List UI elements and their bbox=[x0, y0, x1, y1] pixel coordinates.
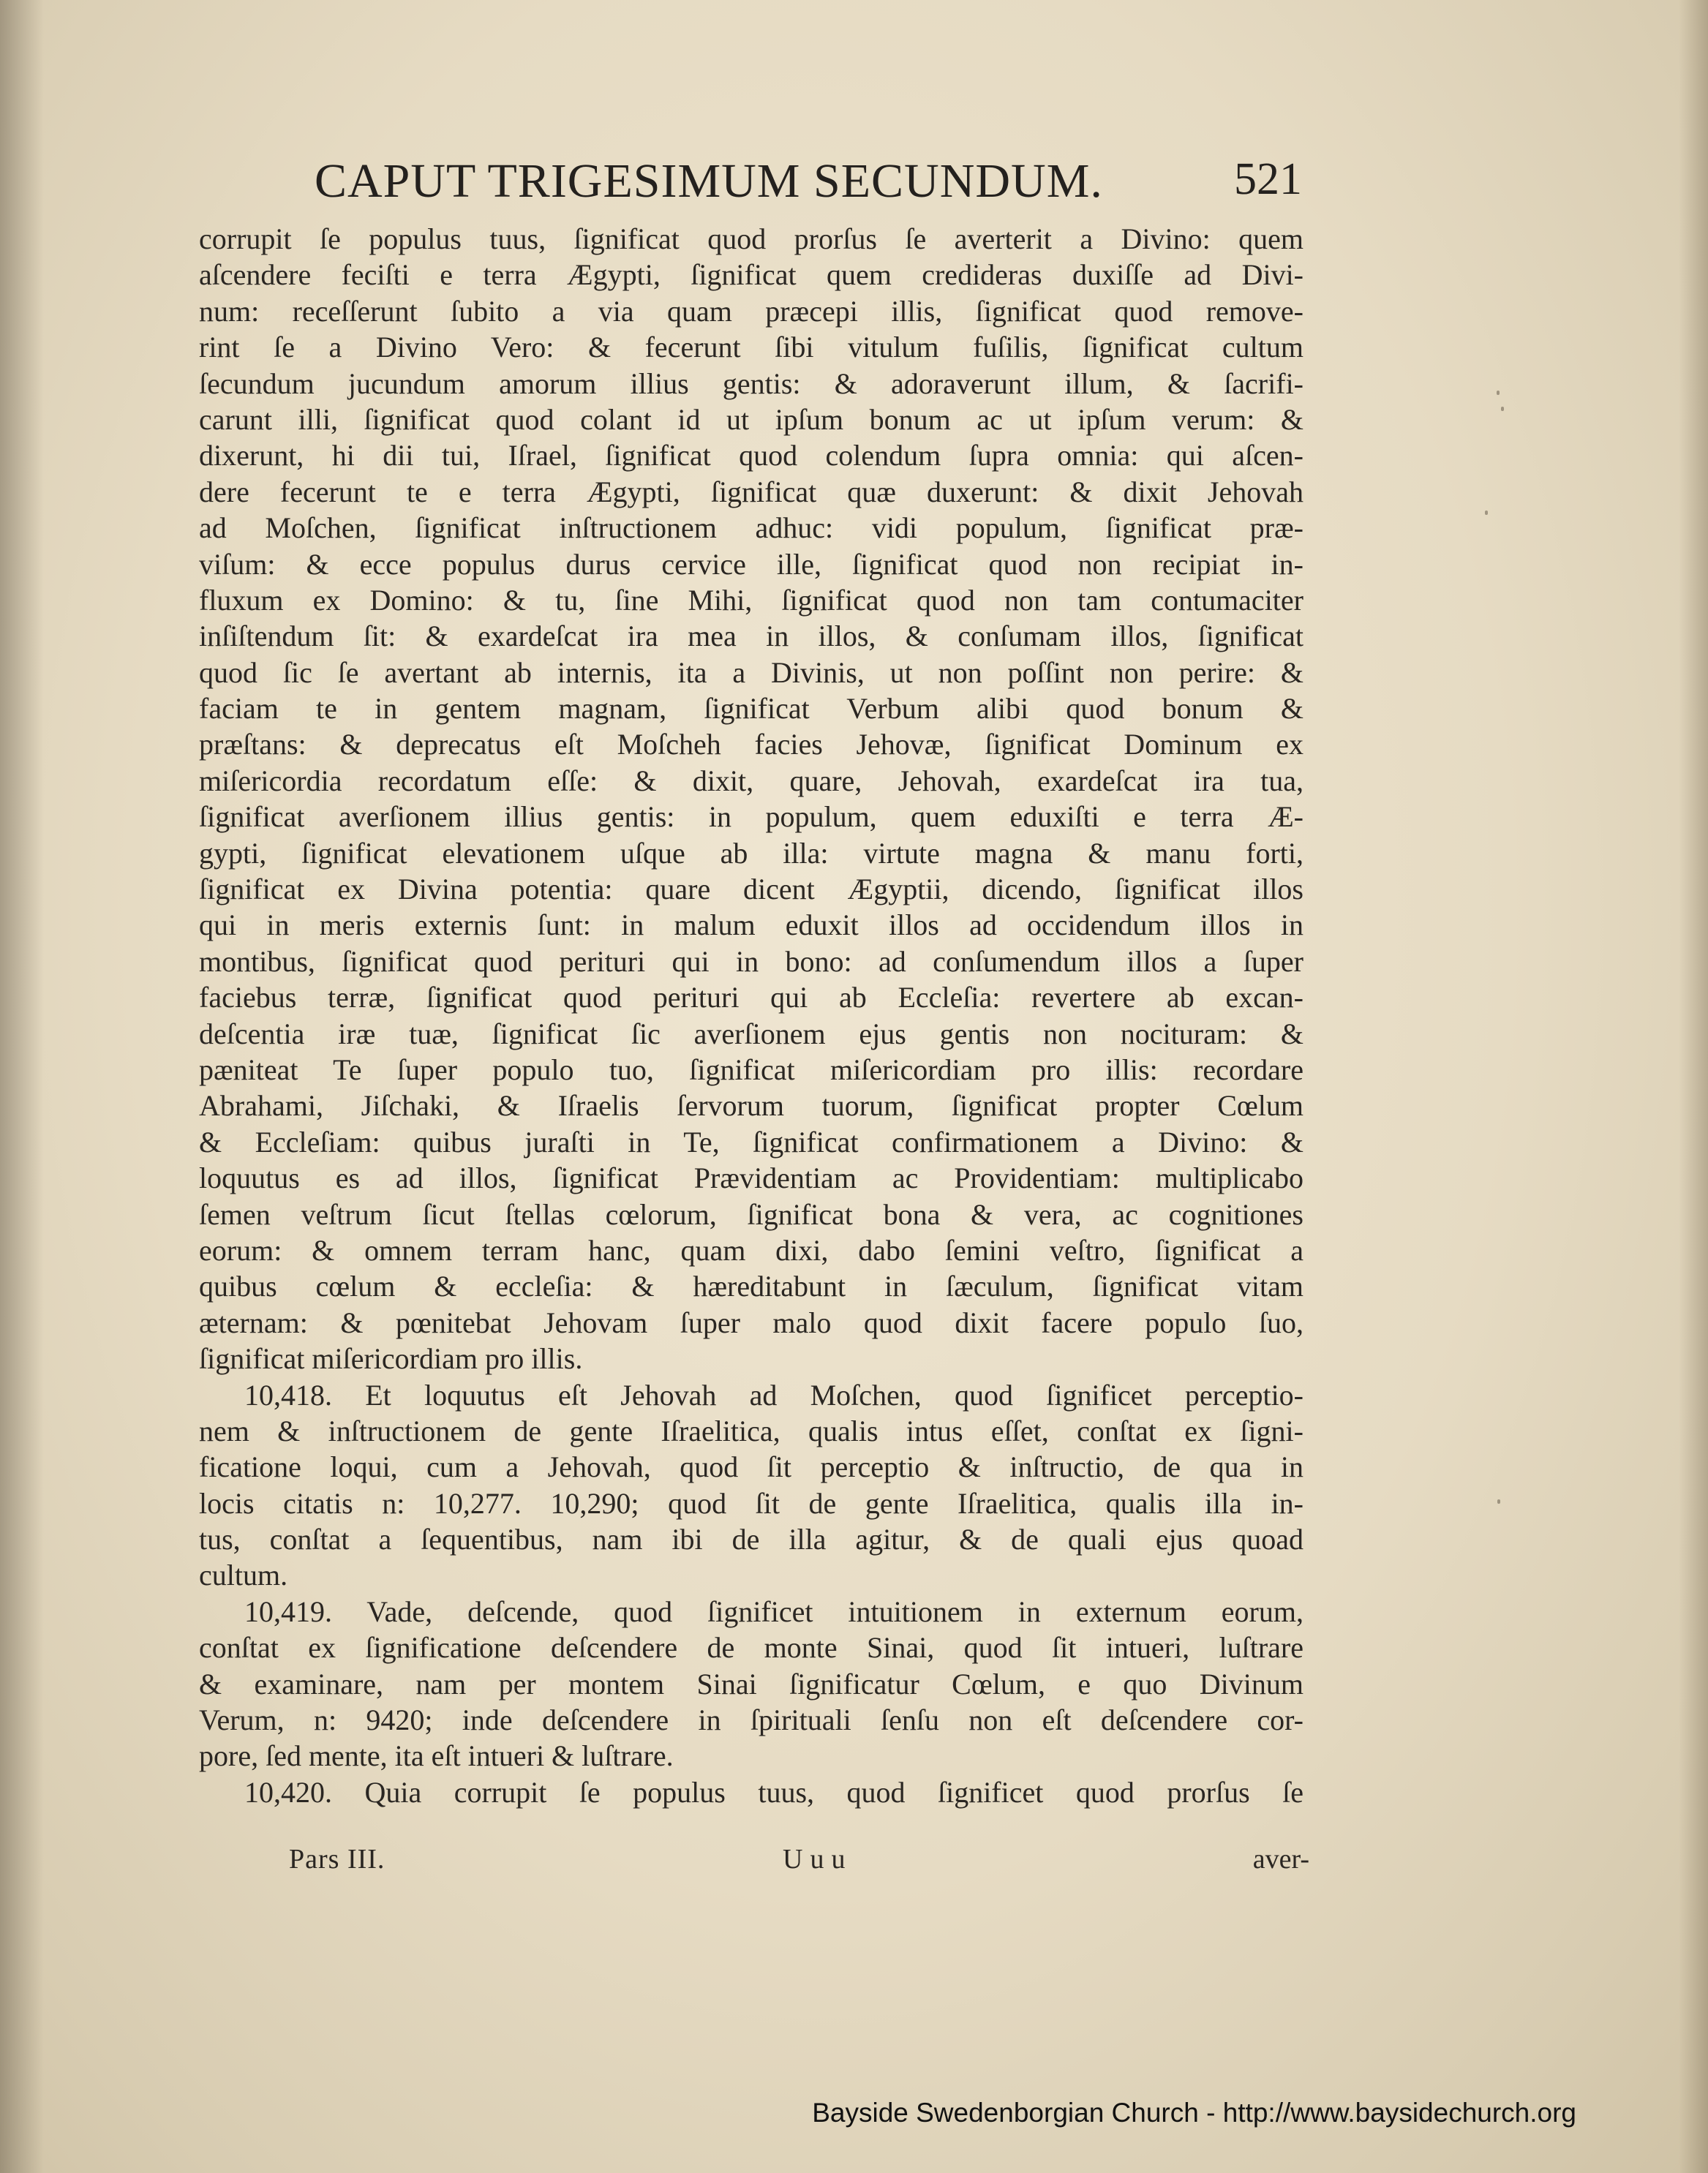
text-line: carunt illi, ſignificat quod colant id ut ipſum bonum ac ut ipſum verum: & bbox=[199, 402, 1303, 436]
text-line: rint ſe a Divino Vero: & fecerunt ſibi vitulum fuſilis, ſignificat cultum bbox=[199, 331, 1303, 364]
body-text bbox=[199, 221, 1303, 1810]
gutter-shadow bbox=[0, 0, 44, 2173]
text-line: aſcendere feciſti e terra Ægypti, ſignificat quem credideras duxiſſe ad Divi- bbox=[199, 258, 1303, 292]
signature-mark: Uuu bbox=[783, 1844, 853, 1875]
text-line: quod ſic ſe avertant ab internis, ita a Divinis, ut non poſſint non perire: & bbox=[199, 655, 1303, 689]
text-line: locis citatis n: 10,277. 10,290; quod ſit de gente Iſraelitica, qualis illa in- bbox=[199, 1486, 1303, 1520]
text-line: viſum: & ecce populus durus cervice ille, ſignificat quod non recipiat in- bbox=[199, 547, 1303, 581]
text-line: pore, ſed mente, ita eſt intueri & luſtrare. bbox=[199, 1739, 674, 1773]
text-line: nem & inſtructionem de gente Iſraelitica, qualis intus eſſet, conſtat ex ſigni- bbox=[199, 1414, 1303, 1447]
page-footer bbox=[289, 1843, 1309, 1880]
ink-speck bbox=[1497, 391, 1500, 395]
text-line: miſericordia recordatum eſſe: & dixit, quare, Jehovah, exardeſcat ira tua, bbox=[199, 764, 1303, 797]
text-line: & Eccleſiam: quibus juraſti in Te, ſignificat confirmationem a Divino: & bbox=[199, 1125, 1303, 1159]
text-line: æternam: & pœnitebat Jehovam ſuper malo quod dixit facere populo ſuo, bbox=[199, 1306, 1303, 1339]
text-line: dere fecerunt te e terra Ægypti, ſignificat quæ duxerunt: & dixit Jehovah bbox=[199, 475, 1303, 508]
text-line: pæniteat Te ſuper populo tuo, ſignificat miſericordiam pro illis: recordare bbox=[199, 1052, 1303, 1086]
chapter-title: CAPUT TRIGESIMUM SECUNDUM. bbox=[315, 154, 1103, 208]
text-line: conſtat ex ſignificatione deſcendere de monte Sinai, quod ſit intueri, luſtrare bbox=[199, 1631, 1303, 1665]
page-number: 521 bbox=[1234, 154, 1302, 204]
text-line: quibus cœlum & eccleſia: & hæreditabunt in ſæculum, ſignificat vitam bbox=[199, 1270, 1303, 1303]
text-line: ſemen veſtrum ſicut ſtellas cœlorum, ſignificat bona & vera, ac cognitiones bbox=[199, 1197, 1303, 1231]
text-line: præſtans: & deprecatus eſt Moſcheh facies Jehovæ, ſignificat Dominum ex bbox=[199, 728, 1303, 761]
text-line: & examinare, nam per montem Sinai ſignificatur Cœlum, e quo Divinum bbox=[199, 1667, 1303, 1701]
text-line: num: receſſerunt ſubito a via quam præcepi illis, ſignificat quod remove- bbox=[199, 294, 1303, 328]
text-line: eorum: & omnem terram hanc, quam dixi, dabo ſemini veſtro, ſignificat a bbox=[199, 1233, 1303, 1267]
part-label: Pars III. bbox=[289, 1844, 385, 1875]
ink-speck bbox=[1485, 511, 1488, 515]
text-line: qui in meris externis ſunt: in malum eduxit illos ad occidendum illos in bbox=[199, 908, 1303, 942]
text-line: fluxum ex Domino: & tu, ſine Mihi, ſignificat quod non tam contumaciter bbox=[199, 583, 1303, 617]
text-line: inſiſtendum ſit: & exardeſcat ira mea in illos, & conſumam illos, ſignificat bbox=[199, 619, 1303, 653]
source-watermark: Bayside Swedenborgian Church - http://www.baysidechurch.org bbox=[812, 2098, 1576, 2128]
text-line: Abrahami, Jiſchaki, & Iſraelis ſervorum tuorum, ſignificat propter Cœlum bbox=[199, 1089, 1303, 1123]
paragraph-10419-start: 10,419. Vade, deſcende, quod ſignificet intuitionem in externum eorum, bbox=[244, 1594, 1303, 1628]
text-line: ſignificat ex Divina potentia: quare dicent Ægyptii, dicendo, ſignificat illos bbox=[199, 873, 1303, 906]
text-line: ſignificat miſericordiam pro illis. bbox=[199, 1342, 583, 1376]
text-line: faciam te in gentem magnam, ſignificat Verbum alibi quod bonum & bbox=[199, 692, 1303, 726]
text-line: tus, conſtat a ſequentibus, nam ibi de illa agitur, & de quali ejus quoad bbox=[199, 1523, 1303, 1556]
ink-speck bbox=[1501, 407, 1504, 411]
text-line: cultum. bbox=[199, 1559, 288, 1592]
text-line: montibus, ſignificat quod perituri qui in bono: ad conſumendum illos a ſuper bbox=[199, 944, 1303, 978]
text-line: Verum, n: 9420; inde deſcendere in ſpirituali ſenſu non eſt deſcendere cor- bbox=[199, 1703, 1303, 1737]
text-line: corrupit ſe populus tuus, ſignificat quod prorſus ſe averterit a Divino: quem bbox=[199, 222, 1303, 255]
text-line: ſecundum jucundum amorum illius gentis: & adoraverunt illum, & ſacrifi- bbox=[199, 366, 1303, 400]
ink-speck bbox=[1497, 1499, 1500, 1504]
text-line: dixerunt, hi dii tui, Iſrael, ſignificat quod colendum ſupra omnia: qui aſcen- bbox=[199, 439, 1303, 472]
text-line: ficatione loqui, cum a Jehovah, quod ſit perceptio & inſtructio, de qua in bbox=[199, 1450, 1303, 1484]
text-line: ad Moſchen, ſignificat inſtructionem adhuc: vidi populum, ſignificat præ- bbox=[199, 511, 1303, 545]
paragraph-10420-start: 10,420. Quia corrupit ſe populus tuus, quod ſignificet quod prorſus ſe bbox=[244, 1775, 1303, 1809]
catchword: aver- bbox=[1252, 1844, 1309, 1875]
page-edge bbox=[1679, 0, 1708, 2173]
text-line: faciebus terræ, ſignificat quod perituri qui ab Eccleſia: revertere ab excan- bbox=[199, 981, 1303, 1014]
text-line: ſignificat averſionem illius gentis: in populum, quem eduxiſti e terra Æ- bbox=[199, 800, 1303, 834]
paragraph-10418-start: 10,418. Et loquutus eſt Jehovah ad Moſchen, quod ſignificet perceptio- bbox=[244, 1378, 1303, 1412]
running-header bbox=[315, 154, 1302, 219]
text-line: gypti, ſignificat elevationem uſque ab illa: virtute magna & manu forti, bbox=[199, 836, 1303, 870]
text-line: deſcentia iræ tuæ, ſignificat ſic averſionem ejus gentis non nocituram: & bbox=[199, 1017, 1303, 1050]
text-line: loquutus es ad illos, ſignificat Prævidentiam ac Providentiam: multiplicabo bbox=[199, 1161, 1303, 1195]
